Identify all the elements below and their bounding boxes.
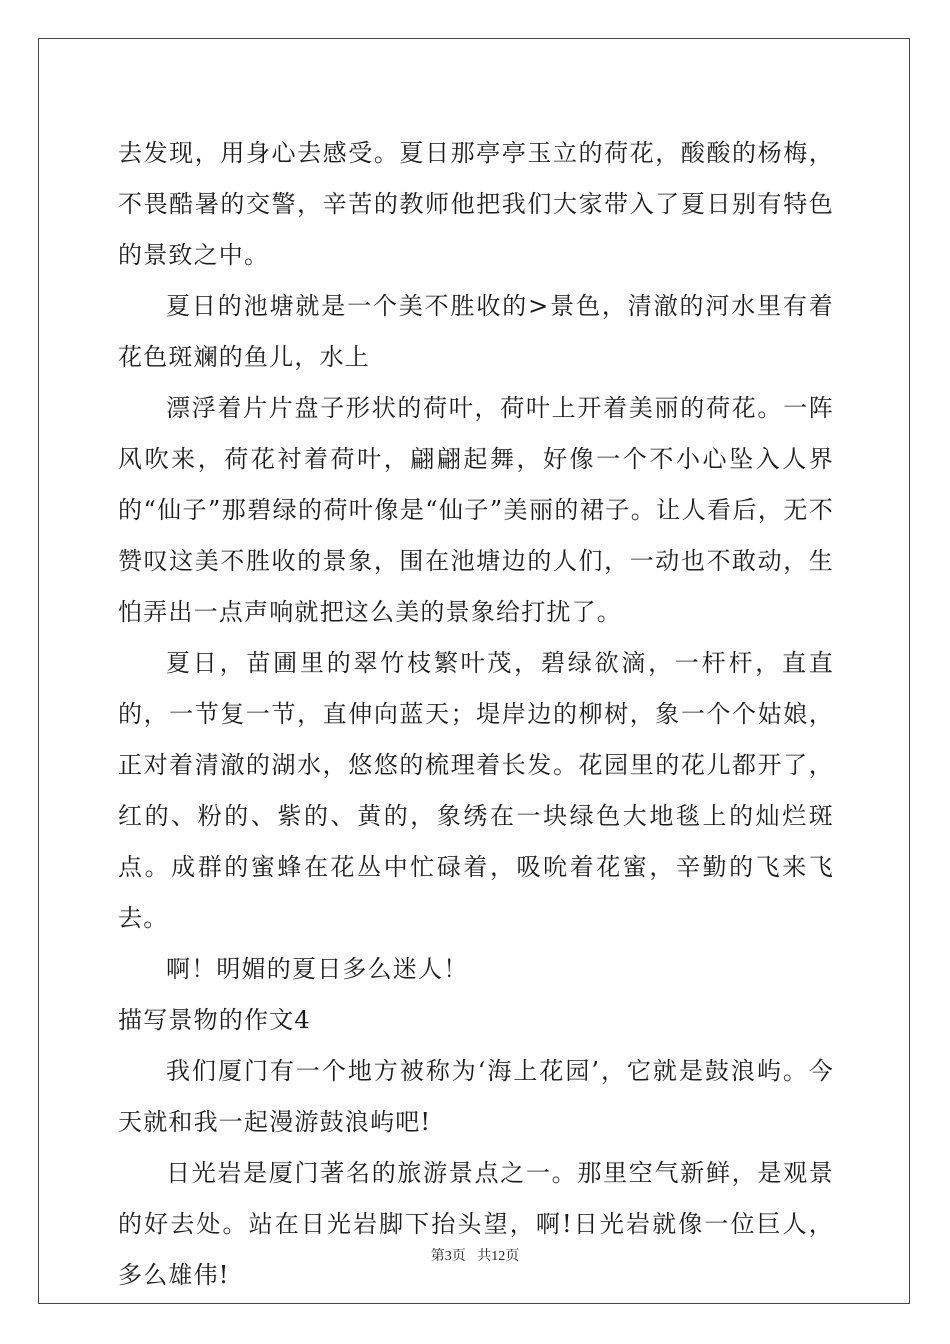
paragraph: 夏日，苗圃里的翠竹枝繁叶茂，碧绿欲滴，一杆杆，直直的，一节复一节，直伸向蓝天；堤岸边的柳树，象一个个姑娘，正对着清澈的湖水，悠悠的梳理着长发。花园里的花儿都开了，红的、粉的、紫的、黄的，象绣在一块绿色大地毯上的灿烂斑点。成群的蜜蜂在花丛中忙碌着，吸吮着花蜜，辛勤的飞来飞去。 [118, 649, 834, 932]
section-title: 描写景物的作文4 [118, 1006, 311, 1034]
paragraph: 漂浮着片片盘子形状的荷叶，荷叶上开着美丽的荷花。一阵风吹来，荷花衬着荷叶，翩翩起舞，好像一个不小心坠入人界的“仙子”那碧绿的荷叶像是“仙子”美丽的裙子。让人看后，无不赞叹这美不胜收的景象，围在池塘边的人们，一动也不敢动，生怕弄出一点声响就把这么美的景象给打扰了。 [118, 394, 834, 626]
paragraph: 去发现，用身心去感受。夏日那亭亭玉立的荷花，酸酸的杨梅，不畏酷暑的交警，辛苦的教师他把我们大家带入了夏日别有特色的景致之中。 [118, 139, 834, 269]
page-total: 共12页 [477, 1249, 520, 1264]
page-number: 第3页 [430, 1249, 466, 1264]
paragraph: 我们厦门有一个地方被称为‘海上花园’，它就是鼓浪屿。今天就和我一起漫游鼓浪屿吧! [118, 1057, 834, 1136]
document-body [118, 128, 834, 1301]
paragraph: 啊！明媚的夏日多么迷人！ [166, 955, 469, 983]
paragraph: 夏日的池塘就是一个美不胜收的>景色，清澈的河水里有着花色斑斓的鱼儿，水上 [118, 292, 834, 371]
paragraph: 日光岩是厦门著名的旅游景点之一。那里空气新鲜，是观景的好去处。站在日光岩脚下抬头望，啊!日光岩就像一位巨人，多么雄伟! [118, 1159, 834, 1289]
page-footer [0, 1245, 950, 1265]
